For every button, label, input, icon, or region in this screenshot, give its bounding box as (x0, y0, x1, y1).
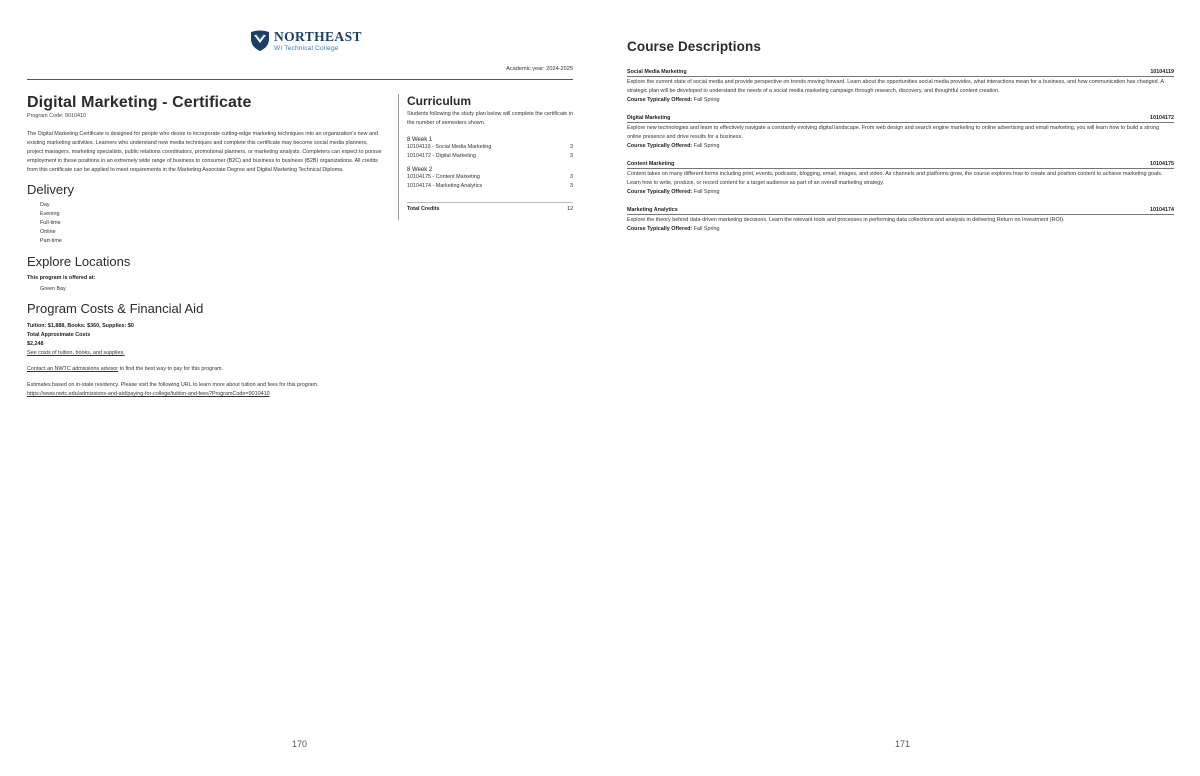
offered-label: Course Typically Offered: (627, 97, 693, 103)
total-costs-label: Total Approximate Costs (27, 332, 91, 338)
page-title: Digital Marketing - Certificate (27, 94, 252, 111)
estimates-text: Estimates based on in-state residency. Please visit the following URL to learn more about tuition and fees for this program. (27, 382, 319, 388)
course-description: Explore the theory behind data-driven marketing decisions. Learn the relevant tools and processes in performing data collections and analysis in delivering Return on Investment (ROI). (627, 217, 1065, 223)
program-overview (27, 94, 385, 399)
total-costs-value: $2,248 (27, 341, 44, 347)
course-offered (627, 142, 1174, 151)
offered-label: Course Typically Offered: (627, 143, 693, 149)
delivery-item: Day (40, 202, 50, 208)
course-header (627, 69, 1174, 77)
contact-advisor-text (27, 365, 385, 374)
course-description-item (627, 115, 1174, 151)
delivery-item: Evening (40, 211, 60, 217)
course-offered (627, 188, 1174, 197)
course-name: 10104172 - Digital Marketing (407, 153, 476, 159)
course-description: Explore new technologies and learn to effectively navigate a constantly evolving digital landscape. From web design and search engine marketing to online advertising and email marketing, you will learn how to build a strong online presence and drive results for a business. (627, 125, 1160, 140)
course-name: 10104119 - Social Media Marketing (407, 144, 492, 150)
course-description: Explore the current state of social media and provide perspective on trends moving forward. Learn about the opportunities social media provides, what interactions mean for a business, and how communication has changed. A strategic plan will be developed to understand the needs of a social media marketing campaign through research, discovery, and thoughtful content creation. (627, 79, 1164, 94)
costs-heading: Program Costs & Financial Aid (27, 301, 204, 316)
total-credits-label: Total Credits (407, 206, 440, 212)
offered-value: Fall Spring (693, 189, 720, 195)
course-credits: 3 (570, 183, 573, 189)
costs-block (27, 322, 385, 358)
college-logo (250, 30, 362, 52)
header-divider (27, 79, 573, 80)
logo-subtitle: WI Technical College (274, 44, 339, 52)
page-number-left: 170 (292, 739, 308, 749)
course-name: 10104175 - Content Marketing (407, 174, 480, 180)
course-title: Marketing Analytics (627, 207, 678, 213)
course-credits: 3 (570, 174, 573, 180)
curriculum-panel (398, 94, 573, 220)
course-offered (627, 225, 1174, 234)
course-credits: 3 (570, 144, 573, 150)
course-header (627, 207, 1174, 215)
curriculum-intro: Students following the study plan below will complete the certificate in the number of semesters shown. (407, 111, 574, 126)
course-name: 10104174 - Marketing Analytics (407, 183, 483, 189)
logo-name: NORTHEAST (274, 29, 362, 44)
location-item: Green Bay (40, 286, 66, 292)
course-description-item (627, 207, 1174, 234)
contact-advisor-link[interactable]: Contact an NWTC admissions advisor (27, 366, 119, 372)
see-costs-link[interactable]: See costs of tuition, books, and supplies. (27, 350, 125, 356)
delivery-list (27, 201, 385, 246)
locations-list (27, 285, 385, 294)
curriculum-course-row (407, 182, 573, 191)
academic-year: Academic year: 2024-2025 (506, 66, 573, 72)
course-header (627, 115, 1174, 123)
curriculum-heading: Curriculum (407, 94, 472, 108)
page-number-right: 171 (895, 739, 911, 749)
course-code: 10104119 (1150, 69, 1174, 75)
course-description-item (627, 69, 1174, 105)
shield-chevron-logo-icon (250, 30, 270, 52)
offered-label: Course Typically Offered: (627, 226, 693, 232)
course-descriptions-heading: Course Descriptions (627, 39, 761, 54)
delivery-heading: Delivery (27, 182, 74, 197)
locations-heading: Explore Locations (27, 254, 131, 269)
right-page (600, 0, 1200, 776)
offered-value: Fall Spring (693, 97, 720, 103)
term-label: 8 Week 2 (407, 167, 433, 173)
program-description: The Digital Marketing Certificate is designed for people who desire to incorporate cutting-edge marketing techniques into an organization's new and existing marketing activities. Learners who understand new media techniques and complete this certificate may become social media planners, project managers, marketing specialists, public relations coordinators, promotional planners, or marketing analysts. Completers can expect to pursue employment in these positions in an extremely wide range of business to consumer (B2C) and business to business (B2B) organizations. All credits from this certificate can be applied to meet requirements in the Marketing Associate Degree and Digital Marketing Technical Diploma. (27, 131, 382, 173)
course-description-item (627, 161, 1174, 197)
contact-advisor-rest: to find the best way to pay for this program. (118, 366, 223, 372)
course-offered (627, 96, 1174, 105)
course-code: 10104175 (1150, 161, 1174, 167)
delivery-item: Part-time (40, 238, 62, 244)
course-description: Content takes on many different forms including print, events, podcasts, blogging, email, images, and video. As channels and platforms grow, the course explores how to create and position content to achieve marketing goals. Learn how to write, produce, or record content for a target audience as part of an overall marketing strategy. (627, 171, 1163, 186)
course-code: 10104172 (1150, 115, 1174, 121)
term-label: 8 Week 1 (407, 137, 433, 143)
total-credits-row (407, 202, 573, 212)
delivery-item: Full-time (40, 220, 61, 226)
course-title: Content Marketing (627, 161, 675, 167)
offered-value: Fall Spring (693, 143, 720, 149)
locations-note: This program is offered at: (27, 275, 96, 281)
tuition-url-link[interactable]: https://www.nwtc.edu/admissions-and-aid/paying-for-college/tuition-and-fees?ProgramCode=9010410 (27, 391, 270, 397)
delivery-item: Online (40, 229, 56, 235)
curriculum-course-row (407, 143, 573, 152)
curriculum-course-row (407, 173, 573, 182)
course-credits: 3 (570, 153, 573, 159)
course-descriptions-list (627, 69, 1174, 244)
course-title: Social Media Marketing (627, 69, 687, 75)
offered-label: Course Typically Offered: (627, 189, 693, 195)
curriculum-course-row (407, 152, 573, 161)
total-credits-value: 12 (567, 206, 573, 212)
course-title: Digital Marketing (627, 115, 671, 121)
course-code: 10104174 (1150, 207, 1174, 213)
tuition-line: Tuition: $1,888, Books: $360, Supplies: $0 (27, 323, 134, 329)
program-code: Program Code: 9010410 (27, 113, 87, 119)
course-header (627, 161, 1174, 169)
offered-value: Fall Spring (693, 226, 720, 232)
